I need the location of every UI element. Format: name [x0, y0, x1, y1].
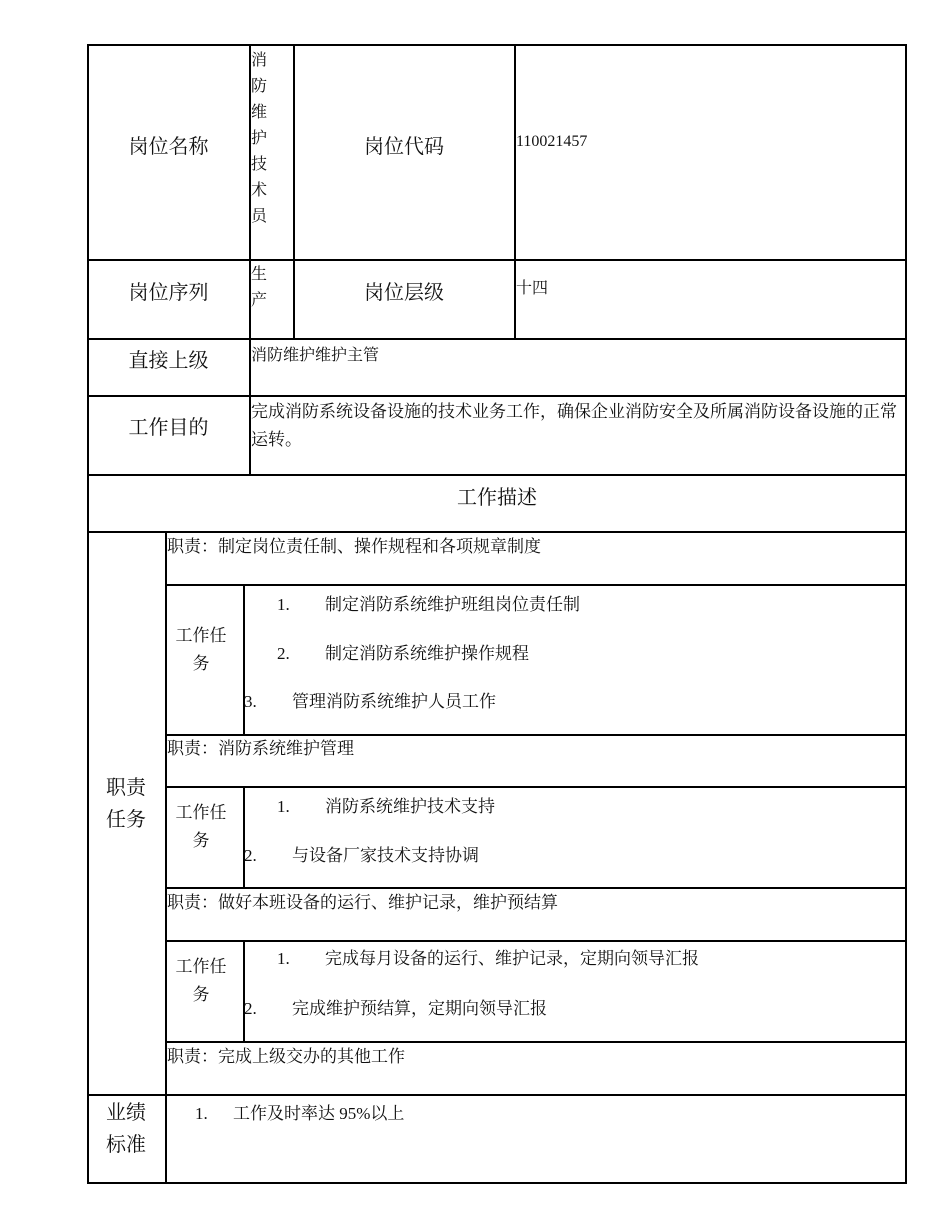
- purpose-label: 工作目的: [128, 417, 209, 439]
- performance-label: 业绩标准: [106, 1102, 146, 1156]
- task-1-2: 2. 制定消防系统维护操作规程: [277, 644, 529, 663]
- superior-label: 直接上级: [128, 350, 209, 372]
- job-description-table: [87, 44, 907, 1184]
- duty-4: 职责：完成上级交办的其他工作: [167, 1047, 405, 1066]
- task-1-3: 3. 管理消防系统维护人员工作: [244, 692, 496, 711]
- task-1-1: 1. 制定消防系统维护班组岗位责任制: [277, 595, 580, 614]
- position-name-value: 消防维护技术员: [251, 52, 268, 225]
- task-label-3: 工作任务: [175, 957, 227, 1004]
- task-2-2: 2. 与设备厂家技术支持协调: [244, 846, 479, 865]
- position-code-label: 岗位代码: [364, 136, 444, 158]
- position-level-label: 岗位层级: [364, 282, 444, 304]
- superior-value: 消防维护维护主管: [251, 347, 380, 364]
- duty-2: 职责：消防系统维护管理: [167, 739, 354, 758]
- position-series-label: 岗位序列: [128, 282, 209, 304]
- position-series-value: 生产: [251, 266, 268, 309]
- work-description-title: 工作描述: [457, 487, 537, 509]
- performance-item-1: 1. 工作及时率达 95%以上: [195, 1104, 405, 1123]
- duties-label: 职责任务: [106, 777, 146, 831]
- task-3-1: 1. 完成每月设备的运行、维护记录，定期向领导汇报: [277, 949, 699, 968]
- task-3-2: 2. 完成维护预结算，定期向领导汇报: [244, 999, 547, 1018]
- position-level-value: 十四: [516, 280, 549, 297]
- position-name-label: 岗位名称: [128, 136, 209, 158]
- position-code-value: 110021457: [516, 133, 588, 150]
- duty-1: 职责：制定岗位责任制、操作规程和各项规章制度: [167, 537, 541, 556]
- task-label-2: 工作任务: [175, 803, 227, 850]
- duty-3: 职责：做好本班设备的运行、维护记录，维护预结算: [167, 893, 558, 912]
- task-2-1: 1. 消防系统维护技术支持: [277, 797, 495, 816]
- task-label-1: 工作任务: [175, 626, 227, 673]
- purpose-value: 完成消防系统设备设施的技术业务工作，确保企业消防安全及所属消防设备设施的正常运转。: [251, 402, 897, 449]
